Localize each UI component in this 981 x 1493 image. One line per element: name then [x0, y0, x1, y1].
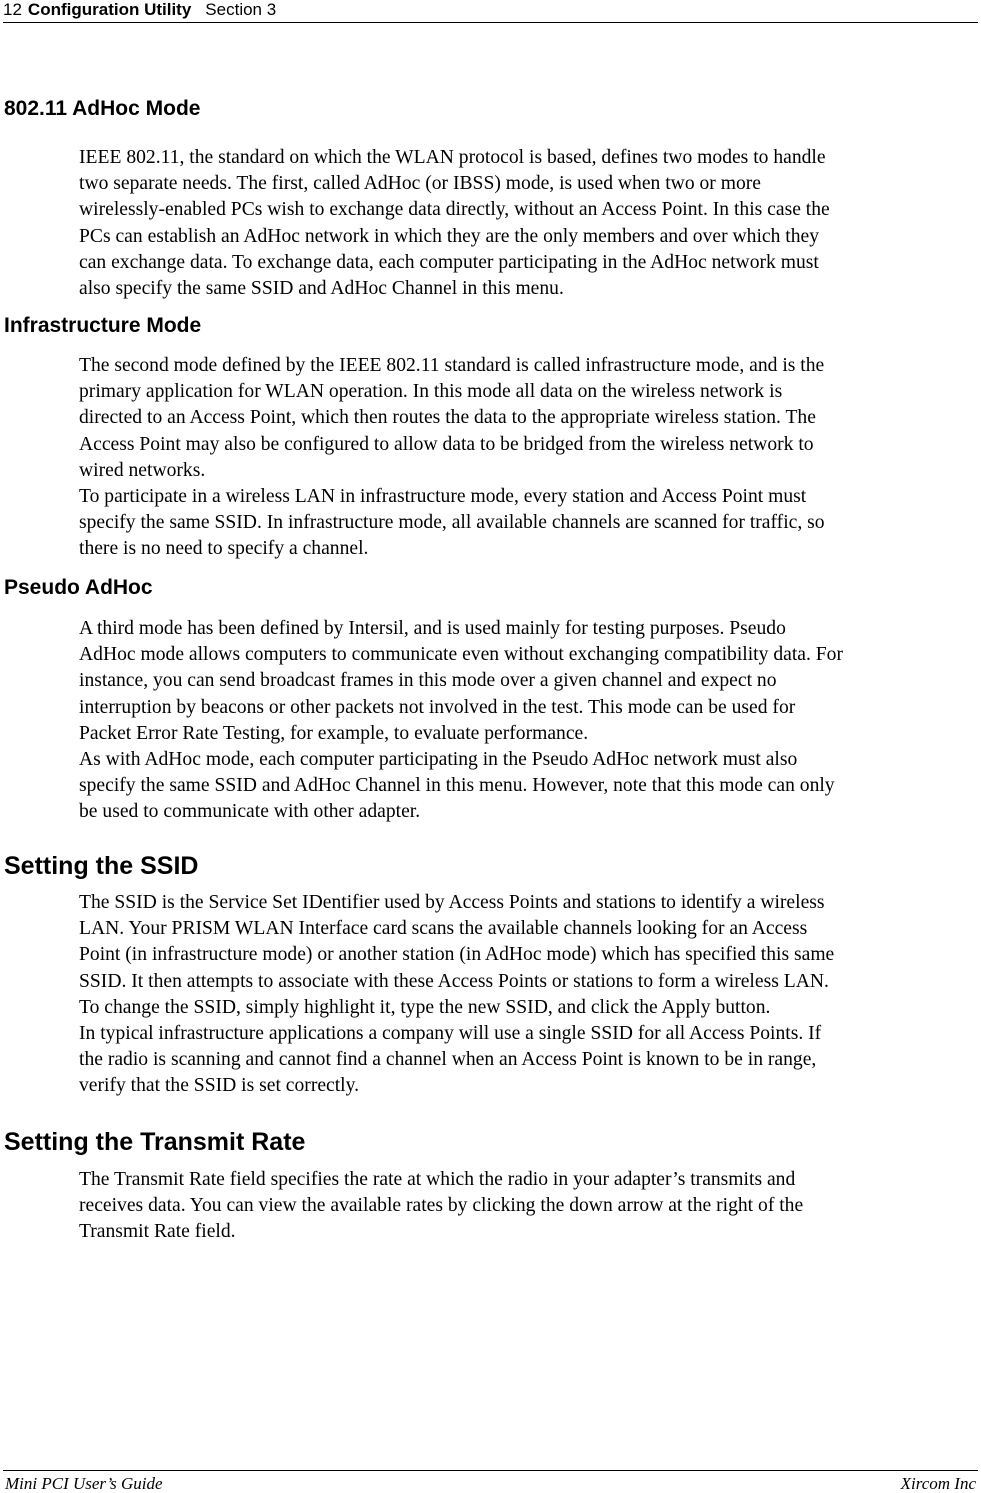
- text-line: The second mode defined by the IEEE 802.11 standard is called infrastructure mode, and is the: [79, 355, 825, 376]
- text-line: AdHoc mode allows computers to communicate even without exchanging compatibility data. For: [79, 644, 843, 666]
- text-line: wirelessly-enabled PCs wish to exchange data directly, without an Access Point. In this case the: [79, 199, 830, 221]
- text-line: A third mode has been defined by Intersil, and is used mainly for testing purposes. Pseudo: [79, 618, 786, 639]
- paragraph-infrastructure-1: [79, 353, 981, 563]
- text-line: SSID. It then attempts to associate with these Access Points or stations to form a wireless LAN.: [79, 970, 829, 992]
- text-line: Point (in infrastructure mode) or another station (in AdHoc mode) which has specified this same: [79, 944, 835, 966]
- text-line: primary application for WLAN operation. In this mode all data on the wireless network is: [79, 381, 783, 403]
- text-line: As with AdHoc mode, each computer participating in the Pseudo AdHoc network must also: [79, 749, 798, 771]
- footer-guide-title: Mini PCI User’s Guide: [5, 1474, 163, 1493]
- text-line: specify the same SSID. In infrastructure mode, all available channels are scanned for traffic, so: [79, 512, 825, 534]
- text-line: Access Point may also be configured to allow data to be bridged from the wireless network to: [79, 433, 814, 455]
- text-line: Packet Error Rate Testing, for example, to evaluate performance.: [79, 722, 589, 744]
- heading-transmit-rate: Setting the Transmit Rate: [4, 1128, 306, 1156]
- section-label: Section 3: [205, 0, 277, 19]
- text-line: verify that the SSID is set correctly.: [79, 1075, 360, 1097]
- text-line: Transmit Rate field.: [79, 1221, 236, 1243]
- text-line: be used to communicate with other adapter.: [79, 801, 421, 823]
- footer-company: Xircom Inc: [900, 1474, 976, 1493]
- text-line: the radio is scanning and cannot find a channel when an Access Point is known to be in range,: [79, 1049, 817, 1071]
- text-line: wired networks.: [79, 459, 206, 481]
- heading-adhoc-mode: 802.11 AdHoc Mode: [4, 97, 201, 120]
- text-line: To change the SSID, simply highlight it, type the new SSID, and click the Apply button.: [79, 996, 771, 1018]
- text-line: directed to an Access Point, which then routes the data to the appropriate wireless station. The: [79, 407, 816, 429]
- chapter-title: Configuration Utility: [27, 0, 192, 19]
- text-line: receives data. You can view the available rates by clicking the down arrow at the right of the: [79, 1195, 804, 1217]
- text-line: The SSID is the Service Set IDentifier used by Access Points and stations to identify a wireless: [79, 892, 825, 913]
- paragraph-pseudo-adhoc: [79, 616, 981, 826]
- heading-infrastructure-mode: Infrastructure Mode: [4, 314, 202, 337]
- page-footer: [3, 1470, 978, 1491]
- text-line: PCs can establish an AdHoc network in which they are the only members and over which they: [79, 225, 820, 247]
- text-line: To participate in a wireless LAN in infrastructure mode, every station and Access Point must: [79, 486, 807, 508]
- text-line: two separate needs. The first, called AdHoc (or IBSS) mode, is used when two or more: [79, 173, 761, 195]
- text-line: LAN. Your PRISM WLAN Interface card scans the available channels looking for an Access: [79, 918, 808, 940]
- paragraph-transmit-rate: [79, 1167, 981, 1246]
- text-line: The Transmit Rate field specifies the rate at which the radio in your adapter’s transmits and: [79, 1169, 796, 1190]
- text-line: also specify the same SSID and AdHoc Channel in this menu.: [79, 278, 564, 300]
- text-line: interruption by beacons or other packets not involved in the test. This mode can be used for: [79, 696, 796, 718]
- text-line: specify the same SSID and AdHoc Channel in this menu. However, note that this mode can only: [79, 775, 835, 797]
- text-line: In typical infrastructure applications a company will use a single SSID for all Access Points. If: [79, 1023, 822, 1045]
- page-number: 12: [3, 0, 22, 19]
- text-line: can exchange data. To exchange data, each computer participating in the AdHoc network must: [79, 251, 819, 273]
- text-line: there is no need to specify a channel.: [79, 538, 369, 560]
- paragraph-adhoc-1: [79, 145, 981, 302]
- paragraph-setting-ssid: [79, 890, 981, 1100]
- heading-pseudo-adhoc: Pseudo AdHoc: [4, 576, 153, 599]
- page-header: [3, 0, 978, 23]
- text-line: IEEE 802.11, the standard on which the WLAN protocol is based, defines two modes to handle: [79, 147, 826, 168]
- heading-setting-ssid: Setting the SSID: [4, 852, 199, 880]
- text-line: instance, you can send broadcast frames in this mode over a given channel and expect no: [79, 670, 777, 692]
